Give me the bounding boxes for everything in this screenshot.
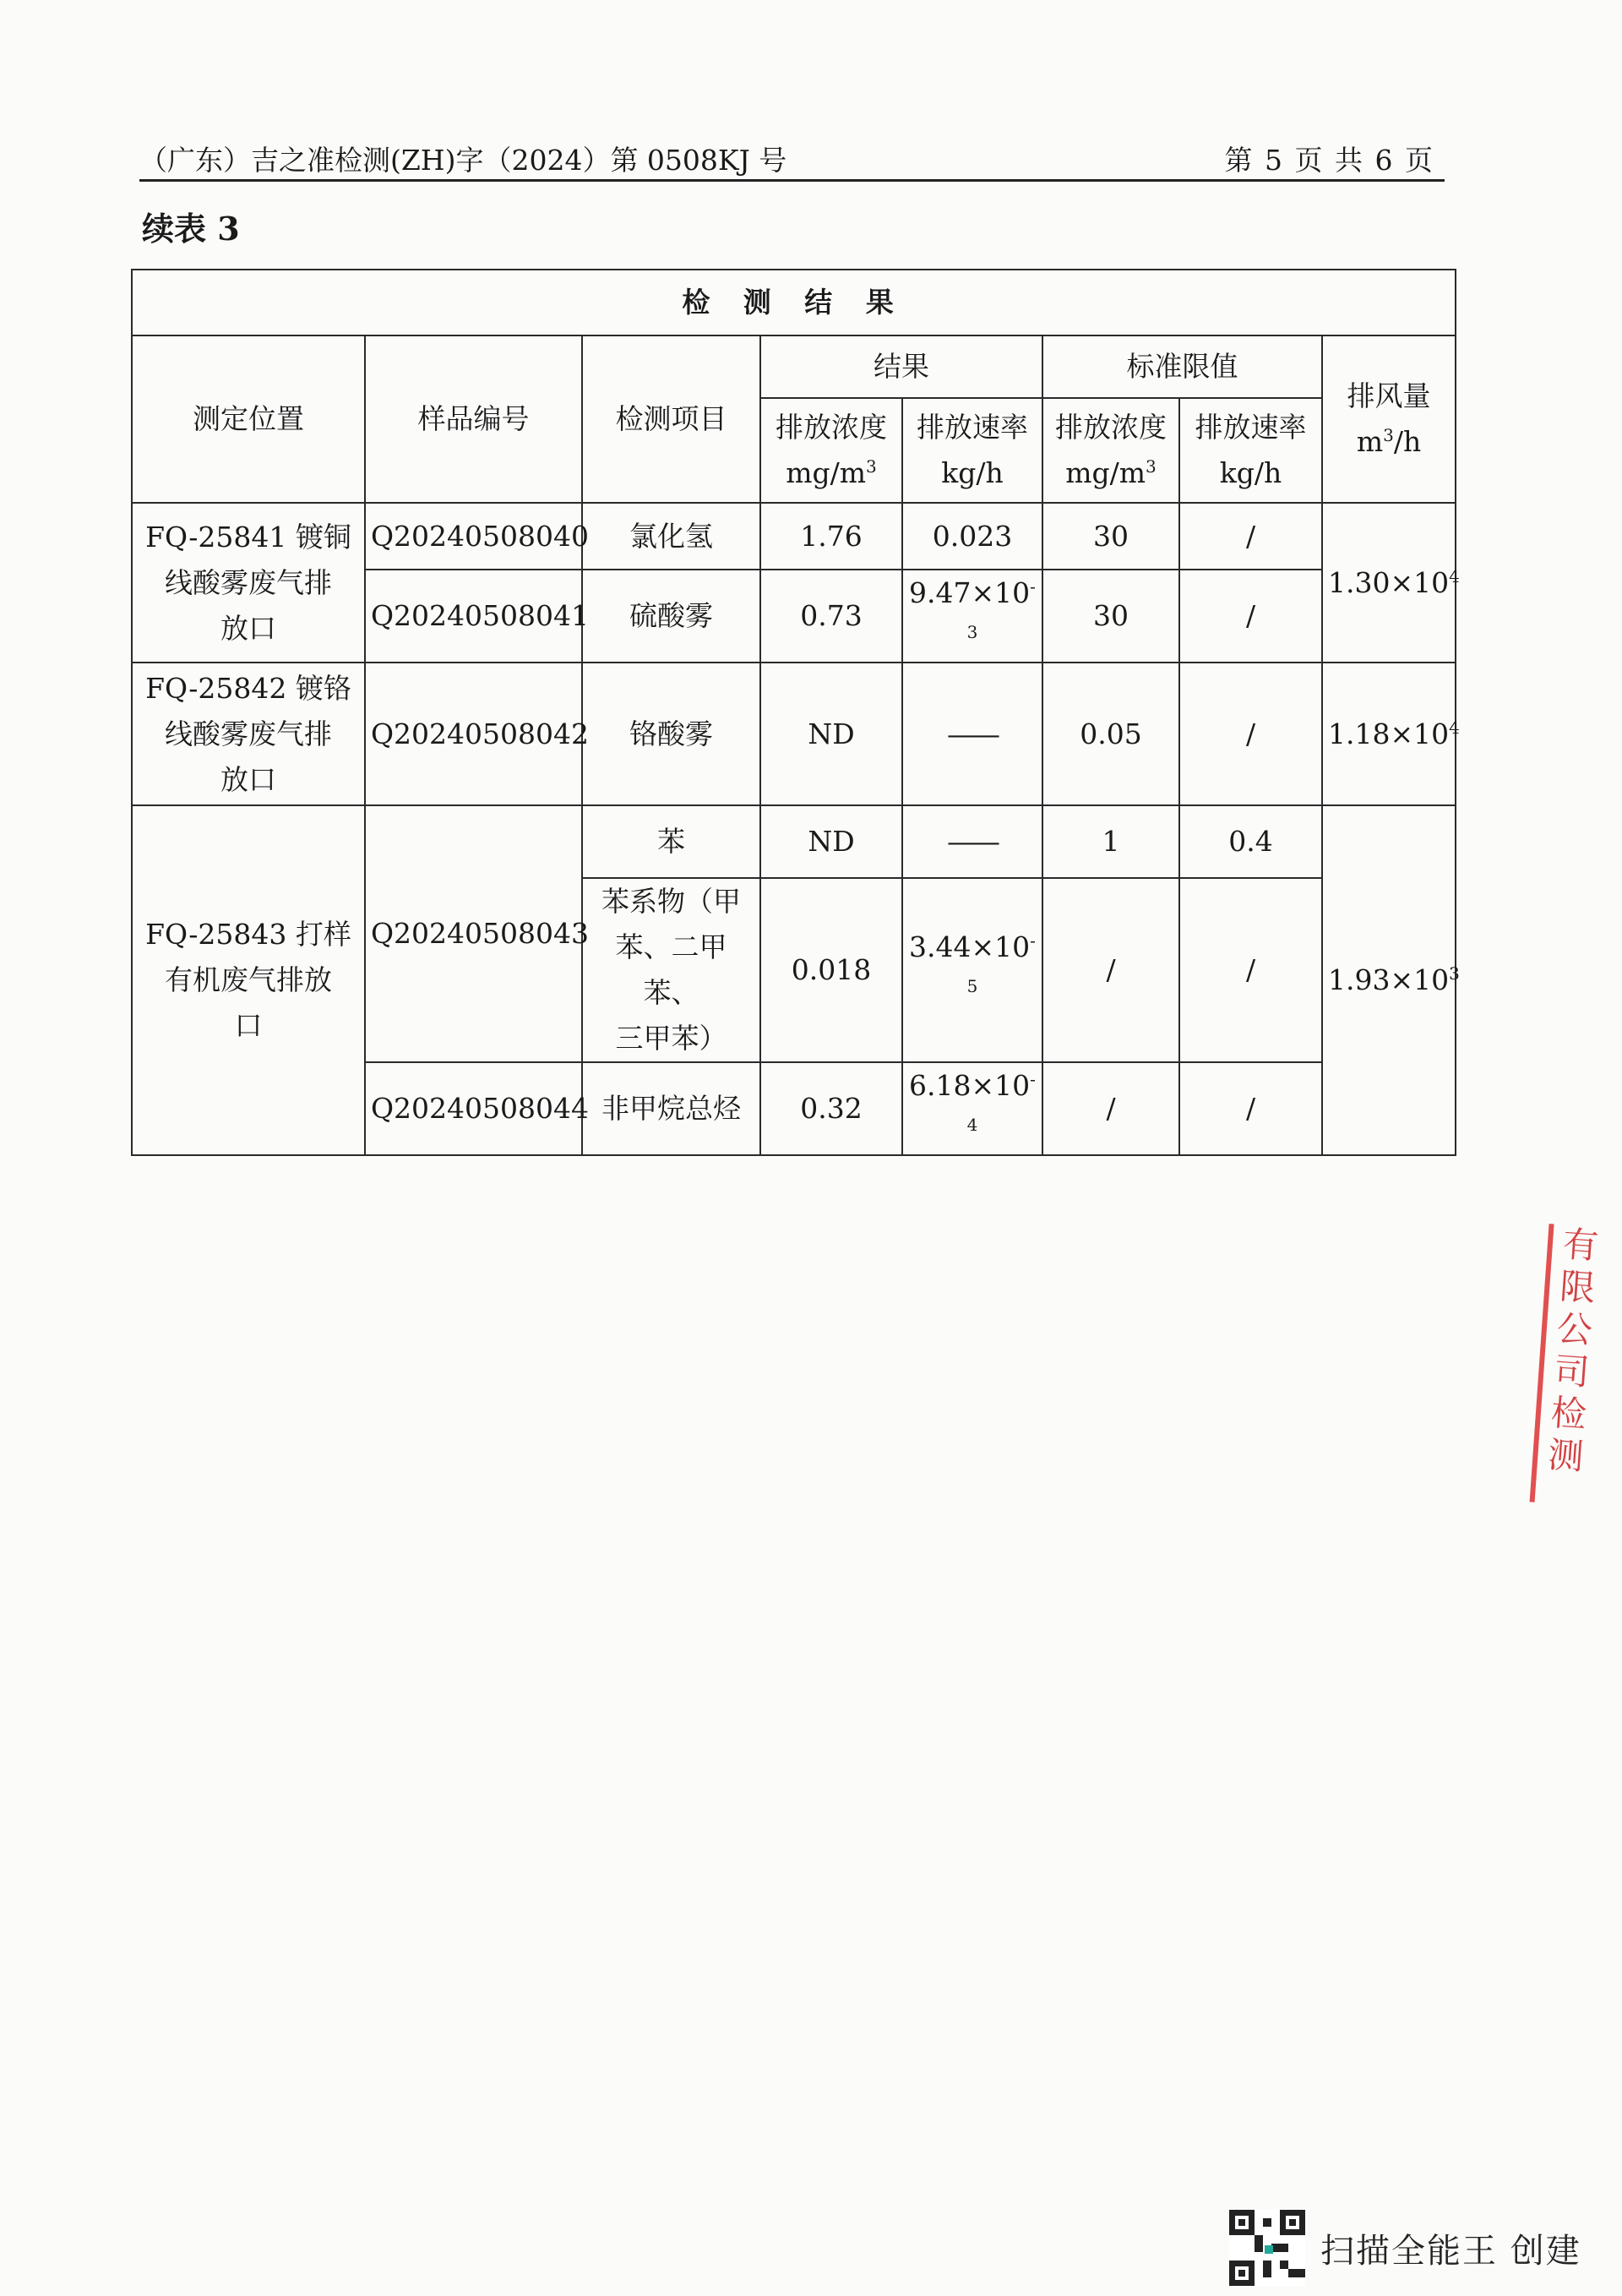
rate-cell: $6.18\times 10^{-4}$ [902, 1062, 1042, 1155]
page-info: 第 5 页 共 6 页 [1224, 144, 1434, 177]
conc-cell: 0.018 [760, 878, 902, 1062]
header-airflow-unit: $m^3/h$ [1356, 425, 1422, 458]
header-result-rate: 排放速率 kg/h [902, 398, 1042, 503]
table-row [132, 663, 1456, 805]
scanner-watermark [1229, 2210, 1581, 2286]
item-cell: 硫酸雾 [582, 570, 760, 663]
header-std-conc: 排放浓度 $mg/m^3$ [1042, 398, 1179, 503]
header-std-rate: 排放速率 kg/h [1179, 398, 1322, 503]
rate-cell: —— [902, 805, 1042, 878]
report-number: （广东）吉之准检测(ZH)字（2024）第 0508KJ 号 [139, 144, 787, 177]
header-standard: 标准限值 [1042, 335, 1322, 398]
item-cell: 铬酸雾 [582, 663, 760, 805]
airflow-cell: $1.18\times 10^4$ [1322, 663, 1456, 805]
std-conc-cell: 0.05 [1042, 663, 1179, 805]
sample-no-cell: Q20240508041 [365, 570, 582, 663]
scanner-app-label: 扫描全能王 创建 [1320, 2231, 1581, 2271]
header-result-conc: 排放浓度 $mg/m^3$ [760, 398, 902, 503]
conc-cell: ND [760, 663, 902, 805]
std-rate-cell: / [1179, 570, 1322, 663]
rate-cell: 0.023 [902, 503, 1042, 570]
std-conc-cell: 30 [1042, 503, 1179, 570]
conc-cell: 0.32 [760, 1062, 902, 1155]
header-airflow-label: 排风量 [1347, 379, 1431, 412]
table-row [132, 805, 1456, 878]
std-conc-cell: / [1042, 878, 1179, 1062]
std-rate-cell: / [1179, 1062, 1322, 1155]
sample-no-cell: Q20240508044 [365, 1062, 582, 1155]
std-conc-cell: 1 [1042, 805, 1179, 878]
item-cell: 苯系物（甲 苯、二甲苯、 三甲苯） [582, 878, 760, 1062]
seal-stamp: 有限公司检测 [1530, 1224, 1605, 1506]
qr-code-icon [1229, 2210, 1305, 2286]
conc-cell: ND [760, 805, 902, 878]
std-rate-cell: / [1179, 878, 1322, 1062]
location-cell: FQ-25843 打样 有机废气排放 口 [132, 805, 365, 1155]
header-item: 检测项目 [582, 335, 760, 503]
header-location: 测定位置 [132, 335, 365, 503]
sample-no-cell: Q20240508043 [365, 805, 582, 1062]
conc-cell: 1.76 [760, 503, 902, 570]
std-rate-cell: / [1179, 503, 1322, 570]
table-title: 检 测 结 果 [132, 270, 1456, 335]
header-airflow [1322, 335, 1456, 503]
location-cell: FQ-25841 镀铜 线酸雾废气排 放口 [132, 503, 365, 663]
report-header [139, 134, 1445, 182]
sample-no-cell: Q20240508040 [365, 503, 582, 570]
std-rate-cell: / [1179, 663, 1322, 805]
rate-cell: $9.47\times 10^{-3}$ [902, 570, 1042, 663]
item-cell: 非甲烷总烃 [582, 1062, 760, 1155]
table-row [132, 503, 1456, 570]
std-rate-cell: 0.4 [1179, 805, 1322, 878]
header-result: 结果 [760, 335, 1042, 398]
table-caption: 续表 3 [142, 210, 240, 248]
item-cell: 苯 [582, 805, 760, 878]
header-sample-no: 样品编号 [365, 335, 582, 503]
airflow-cell: $1.30\times 10^4$ [1322, 503, 1456, 663]
std-conc-cell: / [1042, 1062, 1179, 1155]
rate-cell: —— [902, 663, 1042, 805]
airflow-cell: $1.93\times 10^3$ [1322, 805, 1456, 1155]
std-conc-cell: 30 [1042, 570, 1179, 663]
location-cell: FQ-25842 镀铬 线酸雾废气排 放口 [132, 663, 365, 805]
conc-cell: 0.73 [760, 570, 902, 663]
results-table [131, 269, 1460, 1156]
sample-no-cell: Q20240508042 [365, 663, 582, 805]
rate-cell: $3.44\times 10^{-5}$ [902, 878, 1042, 1062]
item-cell: 氯化氢 [582, 503, 760, 570]
